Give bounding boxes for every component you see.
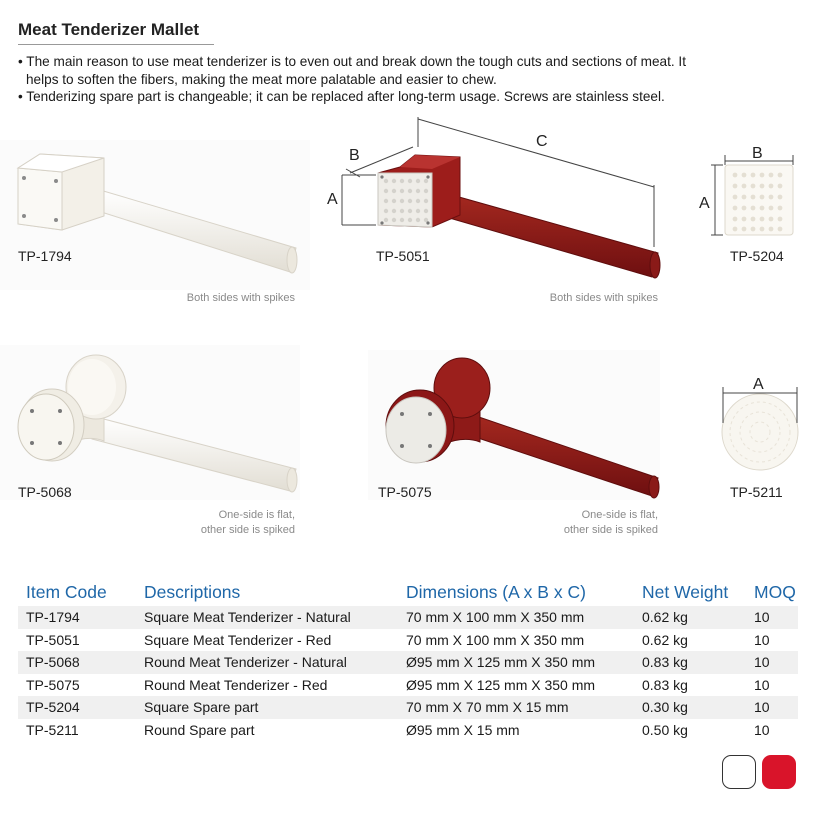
- spec-table: [18, 580, 798, 741]
- red-color-swatch: [762, 755, 796, 789]
- table-row: [18, 674, 798, 697]
- cell-net-weight: 0.83 kg: [642, 676, 688, 693]
- cell-item-code: TP-5204: [18, 696, 144, 719]
- dimension-label-b: B: [752, 145, 763, 162]
- product-note: [564, 508, 658, 538]
- round-red-mallet-image: [368, 350, 668, 500]
- cell-item-code: TP-5075: [26, 676, 80, 693]
- cell-moq: 10: [754, 676, 770, 693]
- product-code: TP-5068: [18, 484, 72, 500]
- cell-dimensions: Ø95 mm X 125 mm X 350 mm: [406, 651, 642, 674]
- product-note-line: other side is spiked: [563, 524, 658, 536]
- product-code: TP-1794: [18, 248, 72, 264]
- cell-description: Round Meat Tenderizer - Red: [144, 676, 328, 693]
- cell-dimensions: Ø95 mm X 125 mm X 350 mm: [406, 676, 596, 693]
- column-header: MOQ: [754, 581, 796, 602]
- product-note: Both sides with spikes: [549, 292, 658, 304]
- bullet-line: • Tenderizing spare part is changeable; it can be replaced after long-term usage. Screws are stainless steel.: [18, 89, 665, 104]
- cell-moq: 10: [754, 606, 798, 629]
- column-header: Descriptions: [144, 581, 241, 602]
- cell-dimensions: 70 mm X 100 mm X 350 mm: [406, 606, 642, 629]
- table-header-row: [18, 580, 798, 606]
- cell-net-weight: 0.62 kg: [642, 606, 754, 629]
- product-note-line: other side is spiked: [200, 524, 295, 536]
- cell-net-weight: 0.50 kg: [642, 721, 688, 738]
- table-row: [18, 696, 798, 719]
- dimension-label-a: A: [753, 376, 764, 393]
- column-header: Item Code: [26, 581, 107, 602]
- bullet-line: • The main reason to use meat tenderizer is to even out and break down the tough cuts and sections of meat. It: [18, 54, 686, 69]
- cell-net-weight: 0.62 kg: [642, 631, 688, 648]
- cell-net-weight: 0.30 kg: [642, 696, 754, 719]
- product-note: Both sides with spikes: [186, 292, 295, 304]
- table-row: [18, 651, 798, 674]
- table-row: [18, 719, 798, 742]
- cell-moq: 10: [754, 651, 798, 674]
- cell-net-weight: 0.83 kg: [642, 651, 754, 674]
- cell-description: Round Spare part: [144, 721, 255, 738]
- natural-color-swatch: [722, 755, 756, 789]
- cell-dimensions: 70 mm X 70 mm X 15 mm: [406, 696, 642, 719]
- product-note: [201, 508, 295, 538]
- dimension-label-a: A: [699, 195, 710, 212]
- round-natural-mallet-image: [0, 345, 310, 500]
- cell-item-code: TP-5068: [18, 651, 144, 674]
- table-row: [18, 629, 798, 652]
- dimension-label-a: A: [327, 191, 338, 208]
- cell-description: Round Meat Tenderizer - Natural: [144, 651, 406, 674]
- dimension-label-b: B: [349, 147, 360, 164]
- cell-item-code: TP-5051: [26, 631, 80, 648]
- bullet-line: helps to soften the fibers, making the meat more palatable and easier to chew.: [26, 71, 497, 87]
- product-code: TP-5211: [730, 484, 783, 500]
- cell-item-code: TP-1794: [18, 606, 144, 629]
- cell-description: Square Meat Tenderizer - Red: [144, 631, 332, 648]
- cell-moq: 10: [754, 696, 798, 719]
- product-code: TP-5075: [378, 484, 432, 500]
- product-code: TP-5204: [730, 248, 784, 264]
- cell-moq: 10: [754, 721, 770, 738]
- title-underline: [18, 44, 214, 45]
- product-note-line: One-side is flat,: [218, 509, 295, 521]
- feature-bullets: [18, 53, 808, 106]
- product-note-line: One-side is flat,: [581, 509, 658, 521]
- cell-dimensions: 70 mm X 100 mm X 350 mm: [406, 631, 585, 648]
- square-natural-mallet-image: [0, 140, 310, 290]
- dimension-label-c: C: [536, 133, 548, 150]
- cell-description: Square Spare part: [144, 696, 406, 719]
- cell-description: Square Meat Tenderizer - Natural: [144, 606, 406, 629]
- square-red-mallet-image: [320, 125, 665, 285]
- page-title: Meat Tenderizer Mallet: [18, 20, 200, 39]
- cell-item-code: TP-5211: [26, 721, 79, 738]
- cell-dimensions: Ø95 mm X 15 mm: [406, 721, 520, 738]
- column-header: Net Weight: [642, 581, 729, 602]
- cell-moq: 10: [754, 631, 770, 648]
- column-header: Dimensions (A x B x C): [406, 581, 586, 602]
- table-row: [18, 606, 798, 629]
- product-code: TP-5051: [376, 248, 430, 264]
